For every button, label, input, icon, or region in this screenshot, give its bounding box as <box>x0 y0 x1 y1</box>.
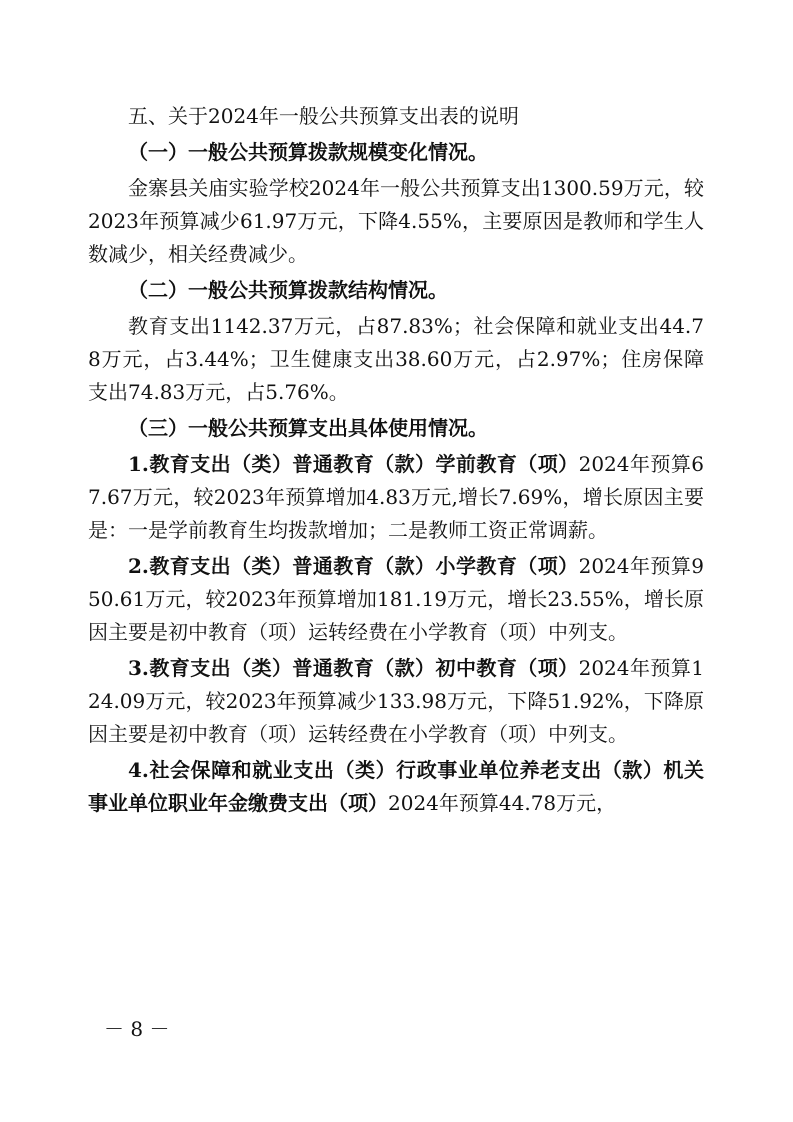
subsection-2-text: 教育支出1142.37万元，占87.83%；社会保障和就业支出44.78万元，占3.44%；卫生健康支出38.60万元，占2.97%；住房保障支出74.83万元，占5.76%。 <box>88 314 704 404</box>
item-3-paragraph <box>88 652 704 751</box>
item-1-paragraph <box>88 448 704 547</box>
item-2-lead: 2.教育支出（类）普通教育（款）小学教育（项） <box>128 554 579 578</box>
item-2-paragraph <box>88 550 704 649</box>
document-body <box>88 100 704 823</box>
item-4-lead: 4.社会保障和就业支出（类）行政事业单位养老支出（款）机关事业单位职业年金缴费支出（项） <box>88 758 704 815</box>
item-3-lead: 3.教育支出（类）普通教育（款）初中教育（项） <box>128 656 579 680</box>
item-4-text: 2024年预算44.78万元， <box>388 791 617 815</box>
subsection-1-text: 金寨县关庙实验学校2024年一般公共预算支出1300.59万元，较2023年预算减少61.97万元，下降4.55%，主要原因是教师和学生人数减少，相关经费减少。 <box>88 176 704 266</box>
item-4-paragraph <box>88 754 704 820</box>
subsection-3-heading: （三）一般公共预算支出具体使用情况。 <box>128 416 488 440</box>
subsection-2-heading: （二）一般公共预算拨款结构情况。 <box>128 278 448 302</box>
page-number: － 8 － <box>104 1017 170 1041</box>
section-title: 五、关于2024年一般公共预算支出表的说明 <box>128 104 519 128</box>
item-1-lead: 1.教育支出（类）普通教育（款）学前教育（项） <box>128 452 579 476</box>
item-3-text: 2024年预算124.09万元，较2023年预算减少133.98万元，下降51.92%，下降原因主要是初中教育（项）运转经费在小学教育（项）中列支。 <box>88 656 704 746</box>
item-2-text: 2024年预算950.61万元，较2023年预算增加181.19万元，增长23.55%，增长原因主要是初中教育（项）运转经费在小学教育（项）中列支。 <box>88 554 704 644</box>
subsection-1-heading: （一）一般公共预算拨款规模变化情况。 <box>128 140 488 164</box>
item-1-text: 2024年预算67.67万元，较2023年预算增加4.83万元,增长7.69%，增长原因主要是：一是学前教育生均拨款增加；二是教师工资正常调薪。 <box>88 452 704 542</box>
